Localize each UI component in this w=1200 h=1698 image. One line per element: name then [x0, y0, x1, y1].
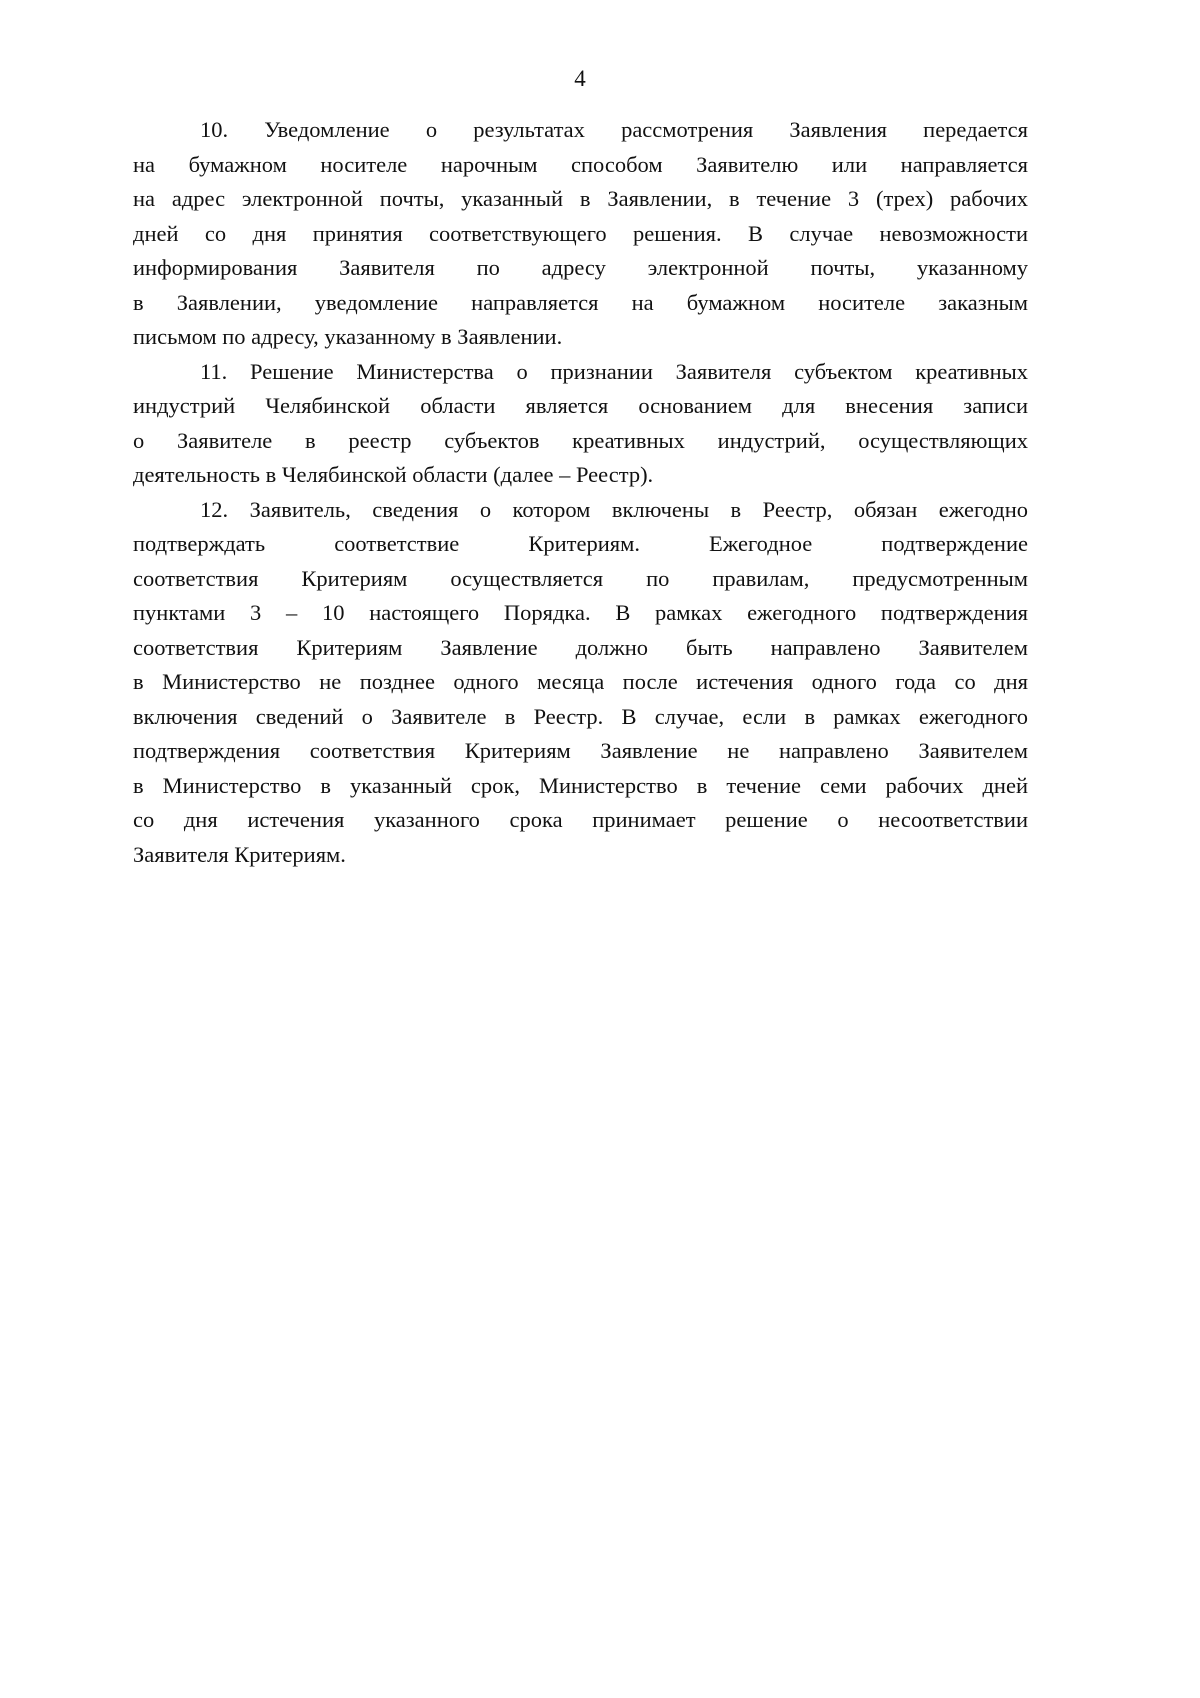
text-line: информирования Заявителя по адресу электронной почты, указанному — [133, 255, 1028, 280]
text-line: на бумажном носителе нарочным способом Заявителю или направляется — [133, 151, 1028, 177]
text-line: 12. Заявитель, сведения о котором включены в Реестр, обязан ежегодно — [200, 496, 1028, 522]
text-line: деятельность в Челябинской области (далее – Реестр). — [133, 462, 654, 487]
text-line: подтверждать соответствие Критериям. Ежегодное подтверждение — [133, 531, 1028, 556]
text-line: пунктами 3 – 10 настоящего Порядка. В рамках ежегодного подтверждения — [133, 600, 1028, 625]
text-line: о Заявителе в реестр субъектов креативных индустрий, осуществляющих — [133, 427, 1028, 453]
text-line: на адрес электронной почты, указанный в Заявлении, в течение 3 (трех) рабочих — [133, 186, 1028, 211]
paragraph-12 — [133, 493, 1028, 873]
text-line: со дня истечения указанного срока принимает решение о несоответствии — [133, 807, 1028, 832]
text-line: в Министерство не позднее одного месяца после истечения одного года со дня — [133, 669, 1028, 694]
text-line: соответствия Критериям Заявление должно быть направлено Заявителем — [133, 634, 1028, 660]
paragraph-11 — [133, 355, 1028, 493]
text-line: соответствия Критериям осуществляется по правилам, предусмотренным — [133, 565, 1028, 591]
text-line: включения сведений о Заявителе в Реестр. В случае, если в рамках ежегодного — [133, 703, 1028, 729]
text-line: 10. Уведомление о результатах рассмотрения Заявления передается — [200, 117, 1028, 142]
text-line: 11. Решение Министерства о признании Заявителя субъектом креативных — [200, 358, 1028, 384]
paragraph-10 — [133, 113, 1028, 355]
text-line: письмом по адресу, указанному в Заявлении. — [133, 324, 563, 349]
document-body — [133, 113, 1028, 872]
text-line: индустрий Челябинской области является основанием для внесения записи — [133, 393, 1028, 418]
text-line: Заявителя Критериям. — [133, 841, 346, 867]
text-line: в Министерство в указанный срок, Министерство в течение семи рабочих дней — [133, 772, 1028, 798]
text-line: в Заявлении, уведомление направляется на бумажном носителе заказным — [133, 289, 1028, 315]
text-line: дней со дня принятия соответствующего решения. В случае невозможности — [133, 220, 1028, 246]
text-line: подтверждения соответствия Критериям Заявление не направлено Заявителем — [133, 738, 1028, 763]
page-number: 4 — [574, 66, 586, 91]
